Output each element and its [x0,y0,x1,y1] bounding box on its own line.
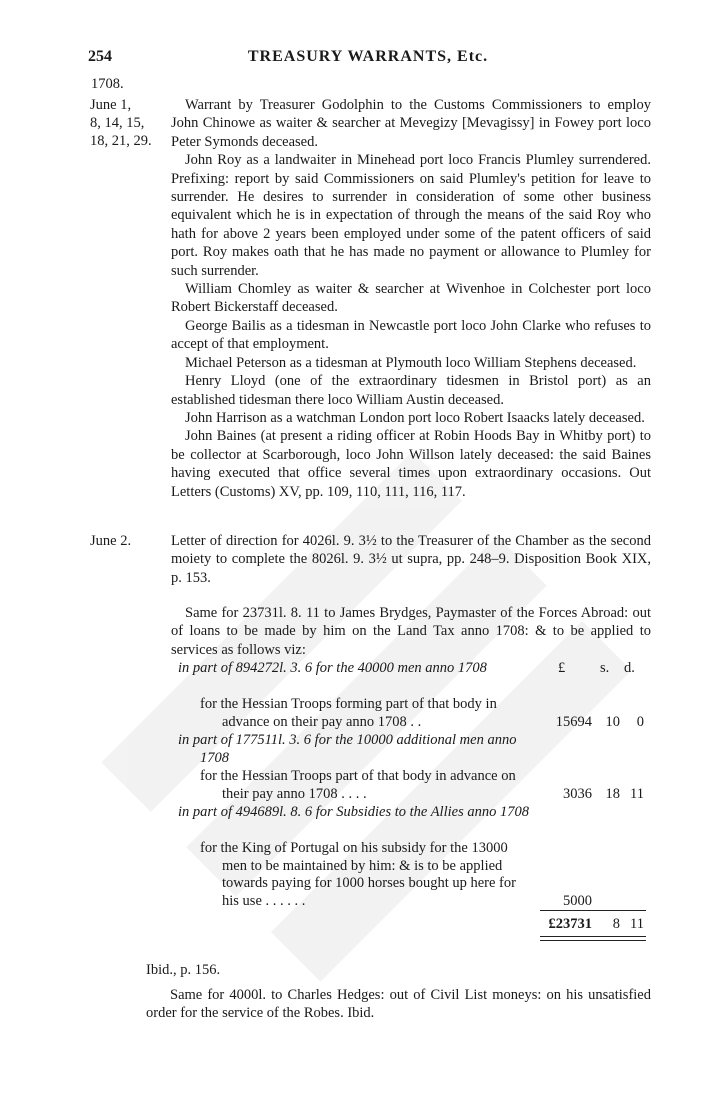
ibid-reference: Ibid., p. 156. [146,962,221,978]
page-number: 254 [88,48,112,65]
entry1-item: John Harrison as a watchman London port loco Robert Isaacks lately deceased. [185,409,645,426]
entry1-item: William Chomley as waiter & searcher at Wivenhoe in Colchester port loco Robert Bickerstaff deceased. [171,281,651,316]
entry3-text: Same for 23731l. 8. 11 to James Brydges, Paymaster of the Forces Abroad: out of loans to be made by him on the Land Tax anno 1708: & to be applied to services as follows viz: [171,605,651,658]
entry1-item: John Baines (at present a riding officer at Robin Hoods Bay in Whitby port) to be collector at Scarborough, loco John Willson lately deceased: the said Baines having executed that office several times upon extraordinary occasions. Out Letters (Customs) XV, pp. 109, 110, 111, 116, 117. [171,428,651,500]
entry1-item: Henry Lloyd (one of the extraordinary tidesmen in Bristol port) as an established tidesman there loco William Austin deceased. [171,373,651,408]
entry1-lead: Warrant by Treasurer Godolphin to the Customs Commissioners to employ John Chinowe as waiter & searcher at Mevegizy [Mevagissy] in Fowey port loco Peter Symonds deceased. [171,97,651,150]
year-marker: 1708. [91,76,124,92]
running-title: TREASURY WARRANTS, Etc. [247,48,489,65]
subtotal-rule [540,910,646,911]
col-shillings: s. [600,660,610,676]
entry2-text: Letter of direction for 4026l. 9. 3½ to the Treasurer of the Chamber as the second moiety to complete the 8026l. 9. 3½ ut supra, pp. 248–9. Disposition Book XIX, p. 153. [171,533,651,586]
document-page: 254 TREASURY WARRANTS, Etc. 1708. June 1, 8, 14, 15, 18, 21, 29. Warrant by Treasurer Godolphin to the Customs Commissioners to employ John Chinowe as waiter & searcher at Mevegizy [Mevagissy] in Fowey port loco Peter Symonds deceased. John Roy as a landwaiter in Minehead port loco Francis Plumley surrendered. Prefixing: report by said Commissioners on said Plumley's petition for leave to surrender. He desires to surrender in consideration of some other business equivalent which he is in expectation of through the means of the said Roy who hath for above 2 years been employed under some of the patent officers of said port. Roy makes oath that he has made no payment or allowance to Plumley for such surrender. William Chomley as waiter & searcher at Wivenhoe in Colchester port loco Robert Bickerstaff deceased. George Bailis as a tidesman in Newcastle port loco John Clarke who refuses to accept of that employment. Michael Peterson as a tidesman at Plymouth loco William Stephens deceased. Henry Lloyd (one of the extraordinary tidesmen in Bristol port) as an established tidesman there loco William Austin deceased. John Harrison as a watchman London port loco Robert Isaacks lately deceased. John Baines (at present a riding officer at Robin Hoods Bay in Whitby port) to be collector at Scarborough, loco John Willson lately deceased: the said Baines having executed that office several times upon extraordinary occasions. Out Letters (Customs) XV, pp. 109, 110, 111, 116, 117. June 2. Letter of direction for 4026l. 9. 3½ to the Treasurer of the Chamber as the second moiety to complete the 8026l. 9. 3½ ut supra, pp. 248–9. Disposition Book XIX, p. 153. Same for 23731l. 8. 11 to James Brydges, Paymaster of the Forces Abroad: out of loans to be made by him on the Land Tax anno 1708: & to be applied to services as follows viz: £ s. d. in part of 894272l. 3. 6 for the 40000 men anno 1708 for the Hessian Troops forming part of that body in advance on their pay anno 1708 . . 15694 10 0 in part of 177511l. 3. 6 for the 10000 additional men anno 1708 for the Hessian Troops part of that body in advance on their pay anno 1708 . . . . 3036 18 11 in part of 494689l. 8. 6 for Subsidies to the Allies anno 1708 for the King of Portugal on his subsidy for the 13000 men to be maintained by him: & is to be applied towards paying for 1000 horses bought up here for his use . . . . . . 5000 £23731 8 11 Ibid., p. 156. Same for 4000l. to Charles Hedges: out of Civil List moneys: on his unsatisfied order for the service of the Robes. Ibid. [0,0,727,1110]
total-double-rule [540,936,646,941]
margin-date-entry2: June 2. [90,533,132,549]
entry1-item: Michael Peterson as a tidesman at Plymouth loco William Stephens deceased. [185,354,637,371]
entry1-text [171,96,651,501]
entry1-item: George Bailis as a tidesman in Newcastle port loco John Clarke who refuses to accept of that employment. [171,317,651,353]
page-header [88,48,648,70]
col-pounds: £ [558,660,566,676]
entry4-text: Same for 4000l. to Charles Hedges: out of Civil List moneys: on his unsatisfied order for the service of the Robes. Ibid. [146,987,651,1022]
margin-date-entry1: June 1, 8, 14, 15, 18, 21, 29. [90,97,152,149]
entry1-item: John Roy as a landwaiter in Minehead port loco Francis Plumley surrendered. Prefixing: report by said Commissioners on said Plumley's petition for leave to surrender. He desires to surrender in consideration of some other business equivalent which he is in expectation of through the means of the said Roy who hath for above 2 years been employed under some of the patent officers of said port. Roy makes oath that he has made no payment or allowance to Plumley for such surrender. [171,152,651,279]
col-pence: d. [624,660,635,676]
